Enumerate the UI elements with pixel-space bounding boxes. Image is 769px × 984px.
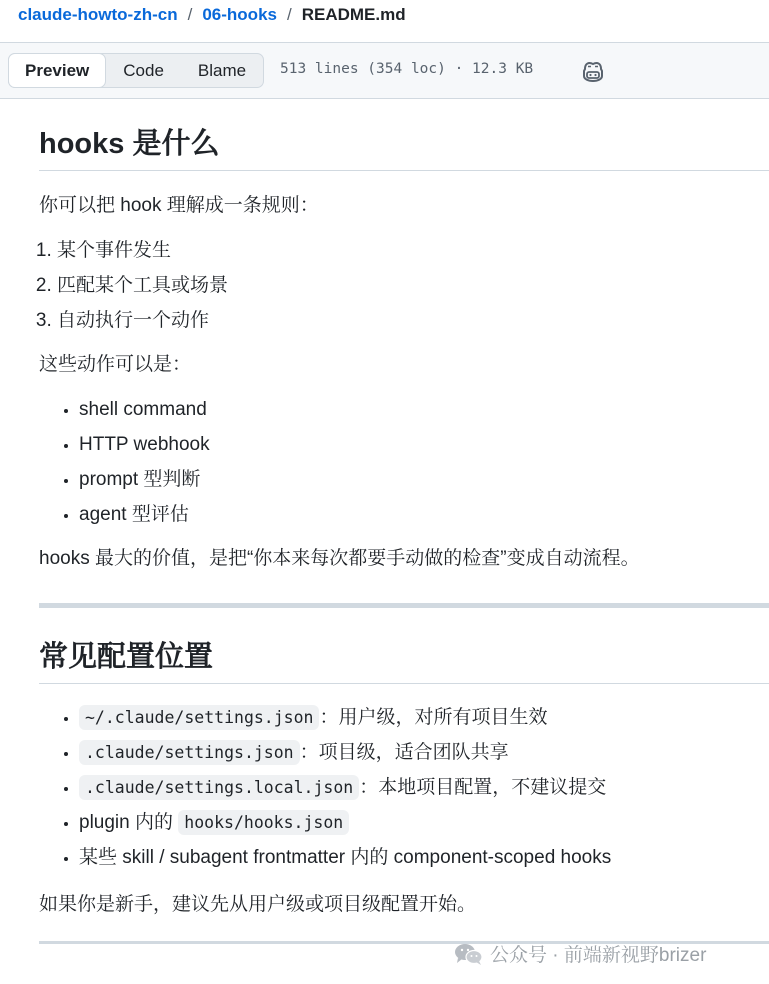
actions-intro: 这些动作可以是： [39,354,192,375]
inline-code: .claude/settings.json [79,740,300,765]
list-item [79,700,769,735]
section-heading-what-are-hooks: hooks 是什么 [39,98,769,171]
steps-list [39,233,769,338]
tab-code[interactable]: Code [106,54,181,87]
list-item: 3. 自动执行一个动作 [57,303,769,338]
list-item [79,805,769,840]
list-item-text: ：本地项目配置，不建议提交 [359,777,607,798]
config-locations-list [39,700,769,875]
section-heading-config-locations: 常见配置位置 [39,608,769,684]
list-item-text: plugin 内的 [79,812,173,833]
list-item: • shell command [79,392,769,427]
breadcrumb-folder-link[interactable]: 06-hooks [202,5,277,24]
tab-preview[interactable]: Preview [8,53,106,88]
list-item: 2. 匹配某个工具或场景 [57,268,769,303]
inline-code: ~/.claude/settings.json [79,705,319,730]
actions-list [39,392,769,532]
file-meta: 513 lines (354 loc) · 12.3 KB [280,61,534,77]
list-item-text: ：用户级，对所有项目生效 [319,707,548,728]
file-header [0,42,769,99]
list-item [79,770,769,805]
intro-paragraph: 你可以把 hook 理解成一条规则： [39,195,319,216]
list-item: • agent 型评估 [79,497,769,532]
list-item: 1. 某个事件发生 [57,233,769,268]
inline-code: hooks/hooks.json [178,810,349,835]
inline-code: .claude/settings.local.json [79,775,359,800]
breadcrumb-repo-link[interactable]: claude-howto-zh-cn [18,5,178,24]
breadcrumb [18,2,406,28]
tab-blame[interactable]: Blame [181,54,263,87]
breadcrumb-separator: / [187,5,193,24]
view-mode-segmented-control [8,53,264,88]
readme-article [39,98,769,944]
list-item [79,735,769,770]
list-item: • prompt 型判断 [79,462,769,497]
wechat-icon [454,942,484,966]
list-item: • 某些 skill / subagent frontmatter 内的 component-scoped hooks [79,840,769,875]
list-item-text: ：项目级，适合团队共享 [299,742,509,763]
copilot-icon[interactable] [580,58,606,84]
breadcrumb-separator: / [286,5,292,24]
advice-paragraph: 如果你是新手，建议先从用户级或项目级配置开始。 [39,894,477,915]
watermark [454,940,706,967]
hooks-value-paragraph: hooks 最大的价值，是把“你本来每次都要手动做的检查”变成自动流程。 [39,548,640,569]
watermark-text: 公众号 · 前端新视野brizer [490,945,707,966]
breadcrumb-current-file: README.md [301,5,406,24]
list-item: • HTTP webhook [79,427,769,462]
